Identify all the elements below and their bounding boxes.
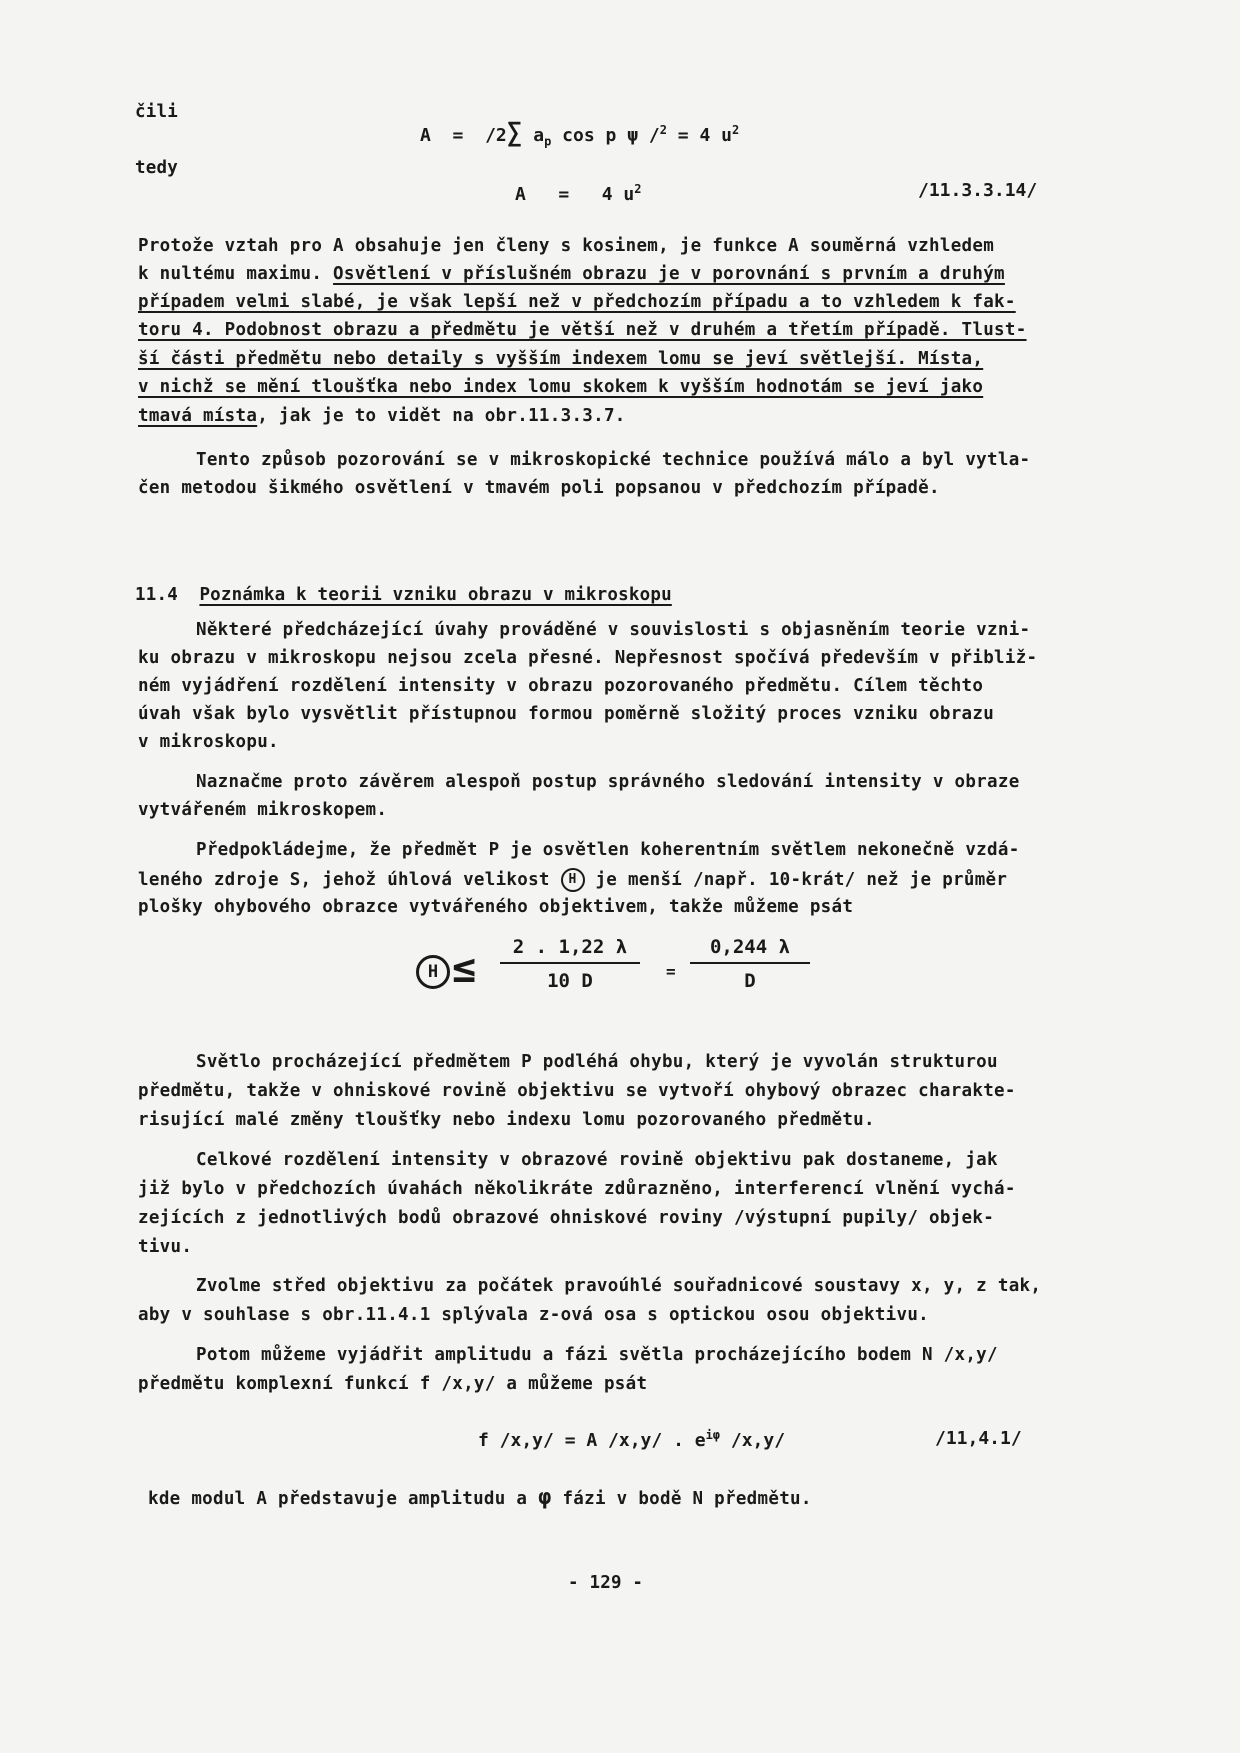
equals-sign: = (666, 962, 676, 981)
text-line: Tento způsob pozorování se v mikroskopické technice používá málo a byl vytla- (196, 450, 1031, 470)
text-line: v mikroskopu. (138, 732, 279, 752)
fraction-2: $\frac{0,244 \lambda}{D}$ (690, 936, 810, 992)
text-line: leného zdroje S, jehož úhlová velikost H je menší /např. 10-krát/ než je průměr (138, 870, 1008, 890)
text-line: tivu. (138, 1237, 193, 1257)
paragraph-modulus: kde modul A představuje amplitudu a φ fázi v bodě N předmětu. (148, 1485, 812, 1510)
phi-symbol: φ (538, 1485, 552, 1510)
text-line: Protože vztah pro A obsahuje jen členy s kosinem, je funkce A souměrná vzhledem (138, 236, 995, 256)
text-line: plošky ohybového obrazce vytvářeného objektivem, takže můžeme psát (138, 897, 854, 917)
text-line: zejících z jednotlivých bodů obrazové ohniskové roviny /výstupní pupily/ objek- (138, 1208, 995, 1228)
word-cili: čili (135, 102, 178, 122)
text-line: předmětu komplexní funkcí f /x,y/ a můžeme psát (138, 1374, 648, 1394)
text-line: k nultému maximu. Osvětlení v příslušném obrazu je v porovnání s prvním a druhým (138, 264, 1005, 284)
fraction-1: $\frac{2 . 1,22 \lambda}{10 D}$ (500, 936, 640, 992)
text-line: úvah však bylo vysvětlit přístupnou formou poměrně složitý proces vzniku obrazu (138, 704, 995, 724)
theta-symbol: H (561, 868, 585, 892)
text-line-underlined: v nichž se mění tloušťka nebo index lomu skokem k vyšším hodnotám se jeví jako (138, 377, 984, 397)
text-line-underlined: případem velmi slabé, je však lepší než v předchozím případu a to vzhledem k fak- (138, 292, 1016, 312)
section-title: Poznámka k teorii vzniku obrazu v mikroskopu (199, 585, 672, 605)
text-line: tmavá místa, jak je to vidět na obr.11.3.3.7. (138, 406, 626, 426)
text-line: vytvářeném mikroskopem. (138, 800, 388, 820)
text-line: Zvolme střed objektivu za počátek pravoúhlé souřadnicové soustavy x, y, z tak, (196, 1276, 1042, 1296)
less-equal-sign: ≤ (452, 946, 477, 992)
section-heading (135, 585, 672, 605)
text-line: již bylo v předchozích úvahách několikráte zdůrazněno, interferencí vlnění vychá- (138, 1179, 1016, 1199)
word-tedy: tedy (135, 158, 178, 178)
text-line: risující malé změny tloušťky nebo indexu lomu pozorovaného předmětu. (138, 1110, 875, 1130)
text-line: Potom můžeme vyjádřit amplitudu a fázi světla procházejícího bodem N /x,y/ (196, 1345, 998, 1365)
text-line: Některé předcházející úvahy prováděné v souvislosti s objasněním teorie vzni- (196, 620, 1031, 640)
equation-number: /11,4.1/ (935, 1428, 1022, 1449)
text-line-underlined: toru 4. Podobnost obrazu a předmětu je větší než v druhém a třetím případě. Tlust- (138, 320, 1027, 340)
equation-amplitude-sum: A = /2∑ $a_p$ cos p ψ /$^2$ = 4 $u^2$ (420, 118, 740, 149)
text-line-underlined: ší části předmětu nebo detaily s vyšším indexem lomu se jeví světlejší. Místa, (138, 349, 984, 369)
text-line: Naznačme proto závěrem alespoň postup správného sledování intensity v obraze (196, 772, 1020, 792)
page-number: - 129 - (568, 1573, 644, 1593)
section-number: 11.4 (135, 585, 178, 605)
text-line: Světlo procházející předmětem P podléhá ohybu, který je vyvolán strukturou (196, 1052, 998, 1072)
text-line: Předpokládejme, že předmět P je osvětlen koherentním světlem nekonečně vzdá- (196, 840, 1020, 860)
theta-symbol: H (416, 955, 450, 989)
equation-number: /11.3.3.14/ (918, 180, 1038, 201)
text-line: aby v souhlase s obr.11.4.1 splývala z-ová osa s optickou osou objektivu. (138, 1305, 930, 1325)
formula-complex-function: f /x,y/ = A /x,y/ . $e^{i\varphi}$ /x,y/ (478, 1428, 786, 1451)
text-line: předmětu, takže v ohniskové rovině objektivu se vytvoří ohybový obrazec charakte- (138, 1081, 1016, 1101)
text-line: ném vyjádření rozdělení intensity v obrazu pozorovaného předmětu. Cílem těchto (138, 676, 984, 696)
text-line: Celkové rozdělení intensity v obrazové rovině objektivu pak dostaneme, jak (196, 1150, 998, 1170)
text-line: ku obrazu v mikroskopu nejsou zcela přesné. Nepřesnost spočívá především v přibliž- (138, 648, 1038, 668)
equation-amplitude-result: A = 4 $u^2$ (515, 182, 642, 205)
text-line: čen metodou šikmého osvětlení v tmavém poli popsanou v předchozím případě. (138, 478, 940, 498)
